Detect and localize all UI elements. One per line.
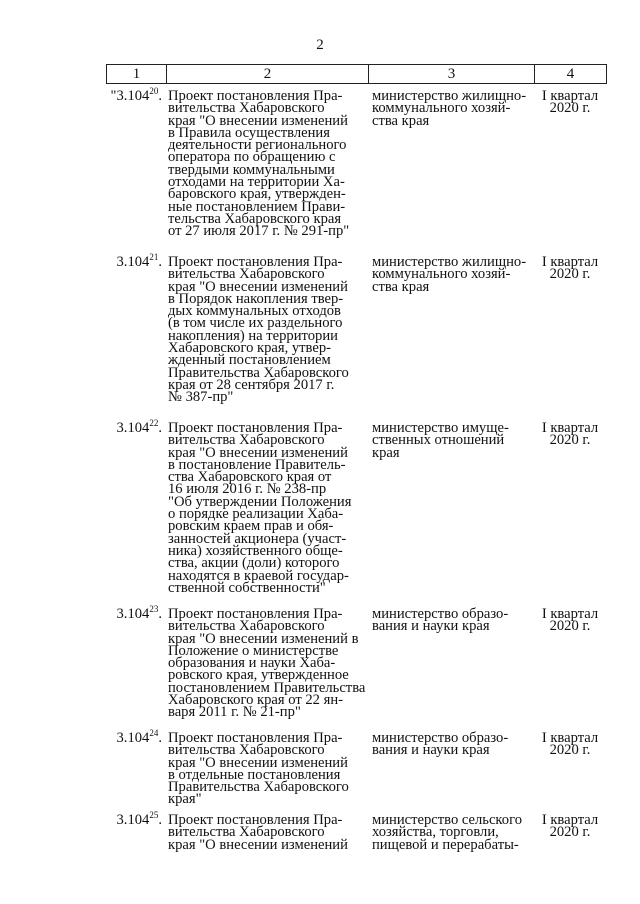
table-row — [0, 418, 640, 604]
item-number-tail: . — [158, 730, 162, 746]
project-title-line: Проект постановления Пра- — [168, 812, 343, 828]
item-number-main: "3.104 — [110, 88, 150, 104]
deadline — [532, 90, 608, 115]
item-number — [96, 604, 162, 622]
deadline-line: I квартал — [541, 730, 599, 746]
item-number-tail: . — [158, 812, 162, 828]
item-number-superscript: 22 — [149, 418, 159, 428]
project-title-line: № 387-пр" — [168, 389, 234, 406]
project-title-line: 16 июля 2016 г. № 238-пр — [168, 481, 327, 498]
project-title-line: в постановление Правитель- — [168, 456, 346, 473]
responsible-ministry-line: хозяйства, торговли, — [372, 824, 499, 841]
deadline-line: 2020 г. — [549, 266, 591, 283]
item-number-superscript: 25 — [149, 810, 159, 820]
responsible-ministry — [372, 256, 532, 293]
project-title-line: Проект постановления Пра- — [168, 606, 343, 622]
item-number — [96, 252, 162, 270]
project-title-line: Хабаровского края от 22 ян- — [168, 692, 343, 709]
responsible-ministry-line: министерство образо- — [372, 606, 509, 622]
project-title-line: ственной собственности" — [168, 579, 326, 596]
project-title — [168, 422, 364, 594]
project-title-line: края "О внесении изменений — [168, 278, 348, 295]
project-title-line: ства Хабаровского края от — [168, 469, 332, 486]
deadline — [532, 256, 608, 281]
deadline — [532, 732, 608, 757]
item-number-tail: . — [158, 254, 162, 270]
project-title-line: (в том числе их раздельного — [168, 315, 343, 332]
item-number-tail: . — [158, 606, 162, 622]
project-title-line: вительства Хабаровского — [168, 100, 325, 117]
project-title-line: занностей акционера (участ- — [168, 530, 347, 547]
item-number-main: 3.104 — [116, 254, 150, 270]
plan-entries — [0, 86, 640, 862]
item-number-tail: . — [158, 88, 162, 104]
deadline-line: 2020 г. — [549, 432, 591, 449]
project-title-line: о порядке реализации Хаба- — [168, 506, 344, 523]
project-title-line: Хабаровского края, утвер- — [168, 340, 331, 357]
item-number-main: 3.104 — [116, 812, 150, 828]
item-number-main: 3.104 — [116, 730, 150, 746]
project-title-line: Проект постановления Пра- — [168, 730, 343, 746]
column-header-2: 2 — [167, 65, 369, 84]
item-number — [96, 810, 162, 828]
project-title-line: деятельности регионального — [168, 137, 347, 154]
responsible-ministry — [372, 814, 532, 851]
project-title-line: ные постановлением Прави- — [168, 198, 346, 215]
item-number-superscript: 21 — [149, 252, 159, 262]
project-title-line: дых коммунальных отходов — [168, 303, 341, 320]
project-title — [168, 732, 364, 806]
project-title-line: Проект постановления Пра- — [168, 420, 343, 436]
project-title-line: ровского края, утвержденное — [168, 667, 349, 684]
responsible-ministry-line: ства края — [372, 112, 430, 129]
project-title-line: образования и науки Хаба- — [168, 655, 336, 672]
deadline-line: 2020 г. — [549, 100, 591, 117]
responsible-ministry — [372, 732, 532, 757]
project-title-line: вительства Хабаровского — [168, 824, 325, 841]
table-row — [0, 728, 640, 810]
project-title-line: отходами на территории Ха- — [168, 174, 345, 191]
table-row — [0, 86, 640, 252]
project-title-line: в отдельные постановления — [168, 766, 341, 783]
project-title-line: варя 2011 г. № 21-пр" — [168, 704, 301, 721]
project-title-line: баровского края, утвержден- — [168, 186, 346, 203]
project-title — [168, 608, 364, 719]
item-number — [96, 728, 162, 746]
item-number-main: 3.104 — [116, 420, 150, 436]
project-title-line: "Об утверждении Положения — [168, 493, 352, 510]
page-number: 2 — [316, 37, 324, 53]
column-header-table — [106, 64, 607, 84]
project-title-line: жденный постановлением — [168, 352, 331, 369]
table-row — [0, 604, 640, 728]
responsible-ministry-line: края — [372, 444, 400, 461]
table-row — [0, 252, 640, 418]
responsible-ministry-line: вания и науки края — [372, 618, 490, 635]
project-title-line: ника) хозяйственного обще- — [168, 542, 343, 559]
column-header-1: 1 — [107, 65, 167, 84]
item-number — [96, 86, 162, 104]
project-title-line: Проект постановления Пра- — [168, 88, 343, 104]
project-title-line: в Порядок накопления твер- — [168, 290, 344, 307]
project-title-line: Положение о министерстве — [168, 642, 339, 659]
column-header-3: 3 — [369, 65, 535, 84]
item-number-tail: . — [158, 420, 162, 436]
responsible-ministry-line: министерство жилищно- — [372, 88, 527, 104]
deadline — [532, 814, 608, 839]
project-title-line: твердыми коммунальными — [168, 161, 335, 178]
item-number-superscript: 24 — [149, 728, 159, 738]
project-title-line: тельства Хабаровского края — [168, 210, 342, 227]
responsible-ministry-line: пищевой и перерабаты- — [372, 836, 519, 853]
responsible-ministry-line: министерство образо- — [372, 730, 509, 746]
project-title — [168, 90, 364, 238]
responsible-ministry — [372, 422, 532, 459]
column-header-4: 4 — [535, 65, 607, 84]
project-title-line: в Правила осуществления — [168, 124, 330, 141]
responsible-ministry — [372, 90, 532, 127]
project-title-line: оператора по обращению с — [168, 149, 336, 166]
project-title-line: края "О внесении изменений — [168, 836, 348, 853]
project-title-line: края "О внесении изменений — [168, 444, 348, 461]
project-title-line: постановлением Правительства — [168, 679, 366, 696]
responsible-ministry — [372, 608, 532, 633]
project-title-line: ства, акции (доли) которого — [168, 555, 340, 572]
item-number-main: 3.104 — [116, 606, 150, 622]
project-title-line: накопления) на территории — [168, 327, 338, 344]
column-header-row — [107, 65, 607, 84]
project-title-line: края" — [168, 791, 202, 808]
project-title-line: ровским краем прав и обя- — [168, 518, 334, 535]
project-title — [168, 814, 364, 851]
project-title-line: Проект постановления Пра- — [168, 254, 343, 270]
deadline-line: I квартал — [541, 812, 599, 828]
item-number-superscript: 20 — [149, 86, 159, 96]
project-title-line: Правительства Хабаровского — [168, 364, 349, 381]
responsible-ministry-line: вания и науки края — [372, 742, 490, 759]
project-title-line: Правительства Хабаровского — [168, 779, 349, 796]
deadline-line: 2020 г. — [549, 742, 591, 759]
responsible-ministry-line: коммунального хозяй- — [372, 100, 511, 117]
project-title — [168, 256, 364, 404]
responsible-ministry-line: ства края — [372, 278, 430, 295]
deadline-line: 2020 г. — [549, 618, 591, 635]
project-title-line: вительства Хабаровского — [168, 266, 325, 283]
project-title-line: края "О внесении изменений — [168, 112, 348, 129]
project-title-line: находятся в краевой государ- — [168, 567, 349, 584]
item-number-superscript: 23 — [149, 604, 159, 614]
deadline — [532, 422, 608, 447]
deadline — [532, 608, 608, 633]
deadline-line: I квартал — [541, 420, 599, 436]
project-title-line: края "О внесении изменений в — [168, 630, 359, 647]
deadline-line: 2020 г. — [549, 824, 591, 841]
responsible-ministry-line: министерство сельского — [372, 812, 522, 828]
table-row — [0, 810, 640, 862]
responsible-ministry-line: министерство жилищно- — [372, 254, 527, 270]
deadline-line: I квартал — [541, 88, 599, 104]
responsible-ministry-line: коммунального хозяй- — [372, 266, 511, 283]
deadline-line: I квартал — [541, 606, 599, 622]
project-title-line: края от 28 сентября 2017 г. — [168, 376, 335, 393]
project-title-line: от 27 июля 2017 г. № 291-пр" — [168, 223, 350, 240]
project-title-line: края "О внесении изменений — [168, 754, 348, 771]
responsible-ministry-line: ственных отношений — [372, 432, 505, 449]
responsible-ministry-line: министерство имуще- — [372, 420, 509, 436]
item-number — [96, 418, 162, 436]
project-title-line: вительства Хабаровского — [168, 742, 325, 759]
project-title-line: вительства Хабаровского — [168, 432, 325, 449]
deadline-line: I квартал — [541, 254, 599, 270]
project-title-line: вительства Хабаровского — [168, 618, 325, 635]
